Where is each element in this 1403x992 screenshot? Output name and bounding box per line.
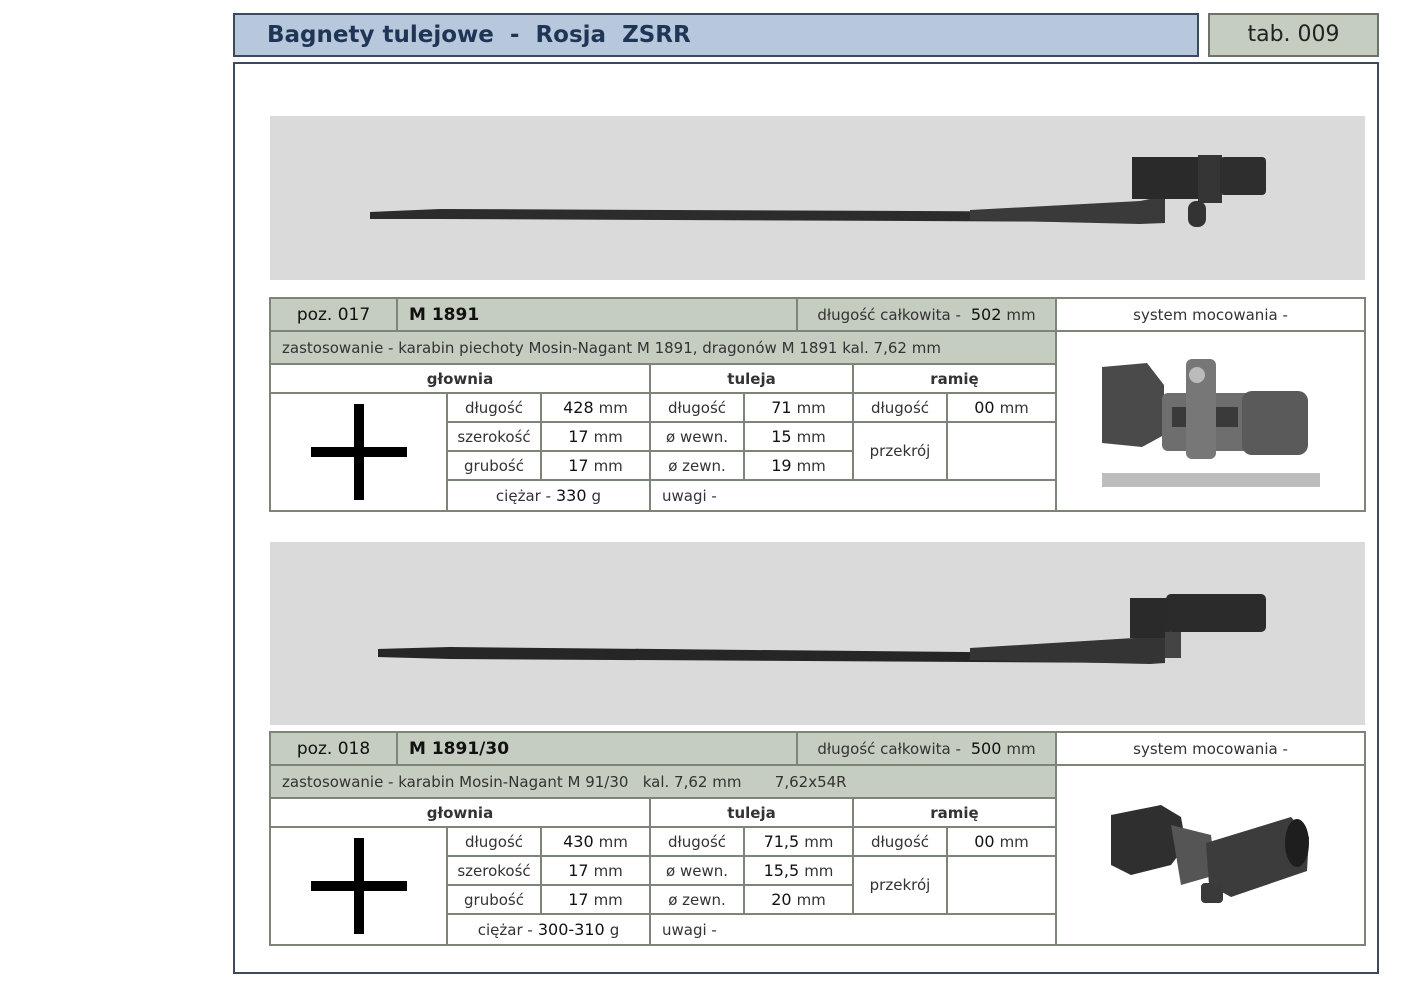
unit: mm bbox=[593, 456, 623, 475]
cross-section-icon bbox=[311, 838, 407, 934]
unit: mm bbox=[593, 427, 623, 446]
blade-thickness-label: grubość bbox=[447, 451, 541, 480]
page-title: Bagnety tulejowe - Rosja ZSRR bbox=[267, 22, 691, 48]
unit: mm bbox=[796, 456, 826, 475]
entry-018 bbox=[269, 731, 1366, 946]
blade-length-value: 428 bbox=[563, 398, 594, 417]
arm-length-cell bbox=[947, 393, 1056, 422]
blade-length-label: długość bbox=[447, 827, 541, 856]
total-length-cell bbox=[797, 732, 1056, 765]
arm-cross-section-label: przekrój bbox=[853, 856, 947, 914]
total-length-value: 502 bbox=[970, 305, 1002, 324]
socket-outer-cell bbox=[744, 885, 853, 914]
cross-section-cell bbox=[270, 827, 447, 945]
bayonet-photo-017 bbox=[270, 116, 1365, 280]
unit: mm bbox=[598, 398, 628, 417]
blade-width-label: szerokość bbox=[447, 422, 541, 451]
arm-length-label: długość bbox=[853, 827, 947, 856]
blade-thickness-cell bbox=[541, 451, 650, 480]
socket-length-label: długość bbox=[650, 827, 744, 856]
unit: mm bbox=[796, 398, 826, 417]
mounting-system-label: system mocowania - bbox=[1056, 732, 1365, 765]
blade-width-cell bbox=[541, 422, 650, 451]
entry-017 bbox=[269, 297, 1366, 512]
unit: mm bbox=[804, 832, 834, 851]
unit: mm bbox=[593, 890, 623, 909]
socket-inner-cell bbox=[744, 422, 853, 451]
socket-outer-value: 19 bbox=[771, 456, 792, 475]
socket-outer-value: 20 bbox=[771, 890, 792, 909]
weight-value: 330 bbox=[555, 486, 587, 505]
total-length-value: 500 bbox=[970, 739, 1002, 758]
unit: g bbox=[591, 486, 602, 505]
model-name: M 1891 bbox=[397, 298, 797, 331]
arm-length-value: 00 bbox=[974, 832, 995, 851]
blade-width-value: 17 bbox=[568, 861, 589, 880]
blade-length-value: 430 bbox=[563, 832, 594, 851]
blade-width-cell bbox=[541, 856, 650, 885]
title-bar bbox=[233, 13, 1199, 57]
mounting-photo-cell bbox=[1056, 331, 1365, 511]
socket-length-cell bbox=[744, 827, 853, 856]
cross-section-cell bbox=[270, 393, 447, 511]
blade-header: głownia bbox=[270, 798, 650, 827]
arm-cross-section-label: przekrój bbox=[853, 422, 947, 480]
socket-inner-value: 15,5 bbox=[763, 861, 800, 880]
usage-text: zastosowanie - karabin Mosin-Nagant M 91/30 kal. 7,62 mm 7,62x54R bbox=[270, 765, 1056, 798]
tab-number: tab. 009 bbox=[1208, 13, 1379, 57]
socket-inner-value: 15 bbox=[771, 427, 792, 446]
weight-label: ciężar - bbox=[495, 486, 551, 505]
usage-text: zastosowanie - karabin piechoty Mosin-Nagant M 1891, dragonów M 1891 kal. 7,62 mm bbox=[270, 331, 1056, 364]
socket-header: tuleja bbox=[650, 798, 853, 827]
weight-cell bbox=[447, 480, 650, 511]
unit: mm bbox=[999, 398, 1029, 417]
unit: mm bbox=[598, 832, 628, 851]
unit: mm bbox=[1006, 305, 1036, 324]
unit: mm bbox=[1006, 739, 1036, 758]
mounting-photo bbox=[1102, 355, 1320, 487]
remarks: uwagi - bbox=[650, 914, 1056, 945]
socket-inner-label: ø wewn. bbox=[650, 856, 744, 885]
weight-label: ciężar - bbox=[477, 920, 533, 939]
model-name: M 1891/30 bbox=[397, 732, 797, 765]
blade-width-label: szerokość bbox=[447, 856, 541, 885]
unit: mm bbox=[804, 861, 834, 880]
blade-thickness-cell bbox=[541, 885, 650, 914]
socket-outer-cell bbox=[744, 451, 853, 480]
blade-thickness-value: 17 bbox=[568, 890, 589, 909]
arm-cross-section-value bbox=[947, 856, 1056, 914]
blade-header: głownia bbox=[270, 364, 650, 393]
weight-value: 300-310 bbox=[537, 920, 605, 939]
mounting-system-label: system mocowania - bbox=[1056, 298, 1365, 331]
blade-length-label: długość bbox=[447, 393, 541, 422]
position-number: poz. 017 bbox=[270, 298, 397, 331]
unit: mm bbox=[796, 427, 826, 446]
socket-outer-label: ø zewn. bbox=[650, 885, 744, 914]
unit: mm bbox=[796, 890, 826, 909]
total-length-cell bbox=[797, 298, 1056, 331]
socket-inner-cell bbox=[744, 856, 853, 885]
socket-length-value: 71,5 bbox=[763, 832, 800, 851]
mounting-photo bbox=[1111, 805, 1311, 905]
total-length-label: długość całkowita - bbox=[817, 305, 961, 324]
socket-length-cell bbox=[744, 393, 853, 422]
blade-length-cell bbox=[541, 827, 650, 856]
arm-length-cell bbox=[947, 827, 1056, 856]
socket-inner-label: ø wewn. bbox=[650, 422, 744, 451]
arm-cross-section-value bbox=[947, 422, 1056, 480]
arm-length-label: długość bbox=[853, 393, 947, 422]
unit: g bbox=[609, 920, 620, 939]
unit: mm bbox=[593, 861, 623, 880]
socket-length-value: 71 bbox=[771, 398, 792, 417]
socket-outer-label: ø zewn. bbox=[650, 451, 744, 480]
mounting-photo-cell bbox=[1056, 765, 1365, 945]
blade-length-cell bbox=[541, 393, 650, 422]
socket-length-label: długość bbox=[650, 393, 744, 422]
unit: mm bbox=[999, 832, 1029, 851]
cross-section-icon bbox=[311, 404, 407, 500]
remarks: uwagi - bbox=[650, 480, 1056, 511]
blade-thickness-label: grubość bbox=[447, 885, 541, 914]
total-length-label: długość całkowita - bbox=[817, 739, 961, 758]
arm-header: ramię bbox=[853, 798, 1056, 827]
blade-width-value: 17 bbox=[568, 427, 589, 446]
weight-cell bbox=[447, 914, 650, 945]
bayonet-photo-018 bbox=[270, 542, 1365, 725]
arm-header: ramię bbox=[853, 364, 1056, 393]
position-number: poz. 018 bbox=[270, 732, 397, 765]
arm-length-value: 00 bbox=[974, 398, 995, 417]
blade-thickness-value: 17 bbox=[568, 456, 589, 475]
socket-header: tuleja bbox=[650, 364, 853, 393]
